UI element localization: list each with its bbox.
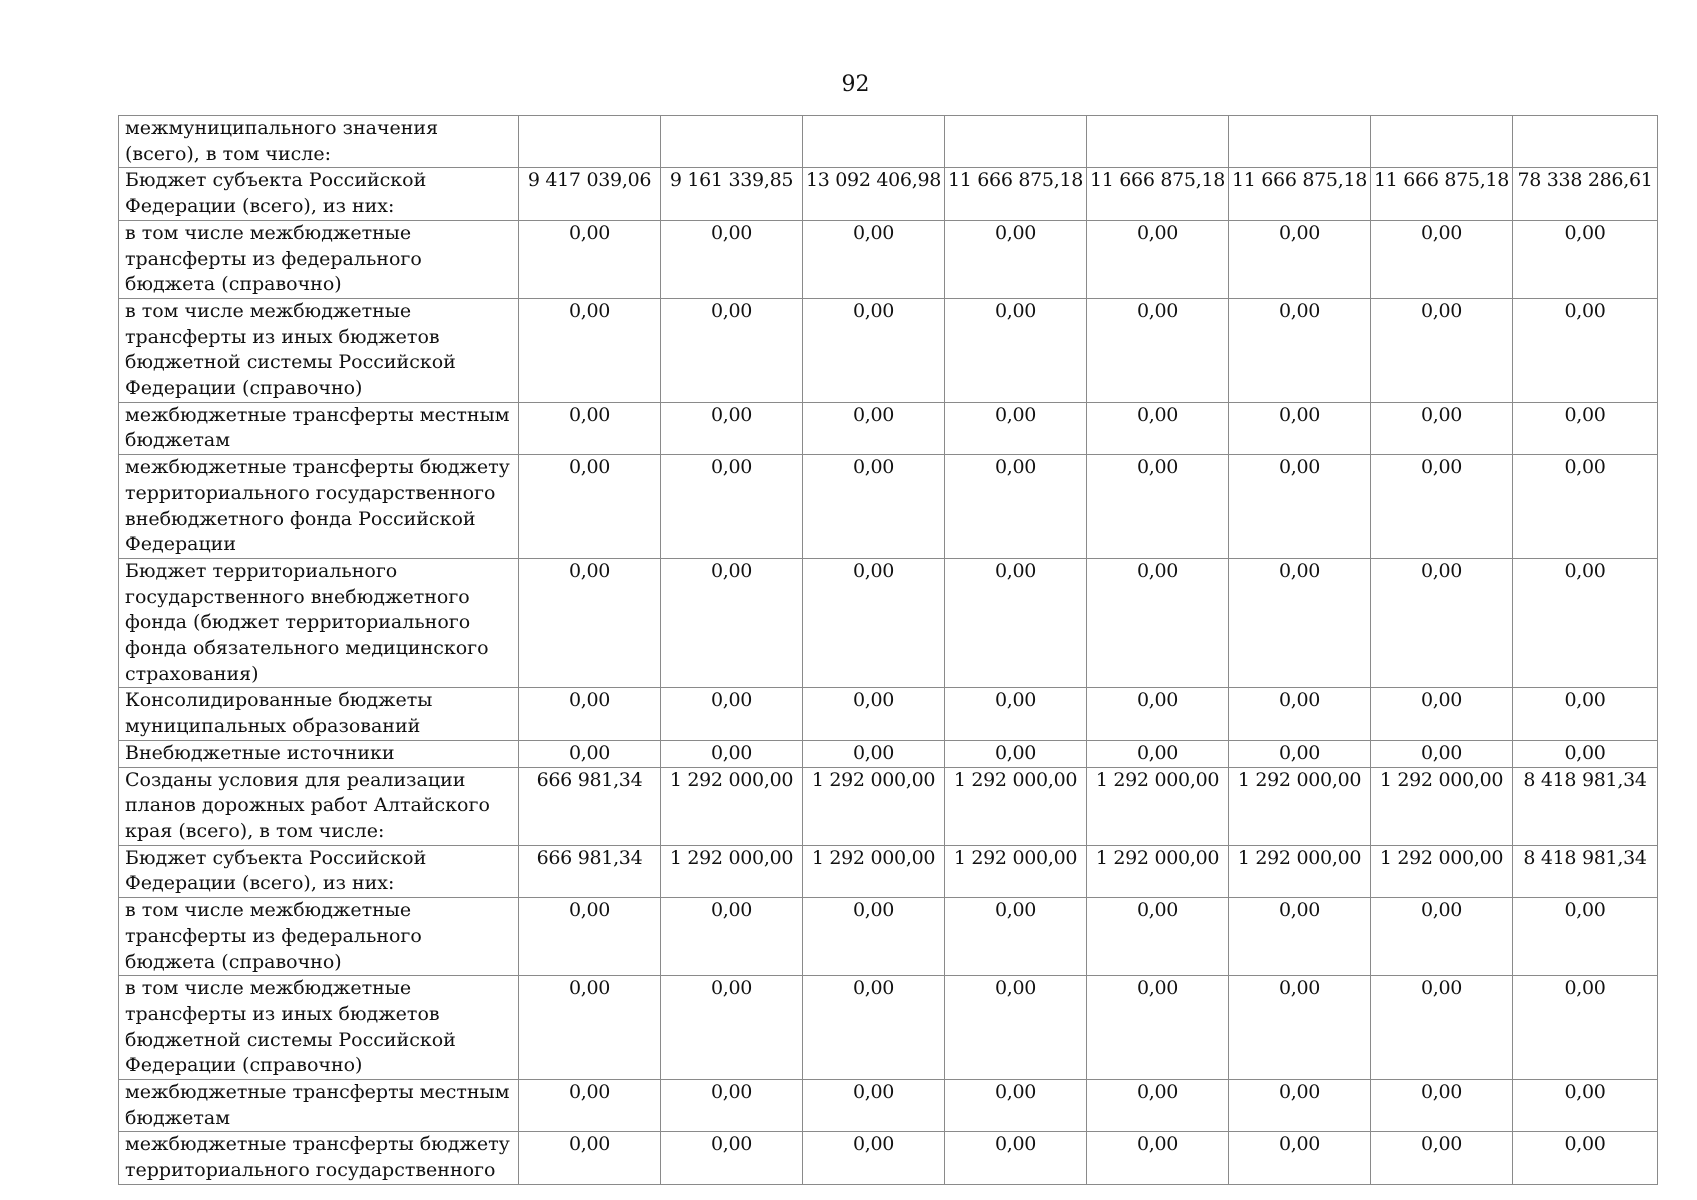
row-label: в том числе межбюджетные трансферты из федерального бюджета (справочно) (119, 898, 519, 976)
value-cell (661, 116, 803, 168)
value-cell: 0,00 (519, 1080, 661, 1132)
row-label: межбюджетные трансферты бюджету территориального государственного внебюджетного фонда Российской Федерации (119, 455, 519, 559)
value-cell: 0,00 (803, 688, 945, 740)
table-row (119, 168, 1658, 220)
value-cell: 0,00 (661, 1132, 803, 1184)
value-cell: 0,00 (945, 220, 1087, 298)
row-label: Консолидированные бюджеты муниципальных образований (119, 688, 519, 740)
value-cell: 0,00 (1371, 688, 1513, 740)
value-cell: 8 418 981,34 (1513, 845, 1658, 897)
row-label: межмуниципального значения (всего), в том числе: (119, 116, 519, 168)
value-cell: 0,00 (661, 1080, 803, 1132)
table-row (119, 455, 1658, 559)
value-cell: 0,00 (1087, 298, 1229, 402)
value-cell: 0,00 (803, 740, 945, 767)
value-cell: 0,00 (1371, 455, 1513, 559)
value-cell: 0,00 (1087, 688, 1229, 740)
value-cell: 0,00 (1371, 220, 1513, 298)
value-cell: 0,00 (661, 402, 803, 454)
value-cell: 0,00 (1087, 976, 1229, 1080)
value-cell: 0,00 (519, 688, 661, 740)
value-cell: 0,00 (1087, 455, 1229, 559)
value-cell (803, 116, 945, 168)
value-cell: 0,00 (945, 558, 1087, 688)
value-cell: 0,00 (803, 1132, 945, 1184)
table-row (119, 688, 1658, 740)
value-cell: 9 417 039,06 (519, 168, 661, 220)
value-cell (519, 116, 661, 168)
value-cell: 0,00 (1513, 298, 1658, 402)
table-row (119, 220, 1658, 298)
value-cell: 0,00 (945, 298, 1087, 402)
row-label: межбюджетные трансферты местным бюджетам (119, 402, 519, 454)
value-cell: 13 092 406,98 (803, 168, 945, 220)
table-row (119, 1080, 1658, 1132)
value-cell: 0,00 (1087, 558, 1229, 688)
value-cell: 1 292 000,00 (945, 767, 1087, 845)
value-cell: 1 292 000,00 (803, 767, 945, 845)
value-cell: 11 666 875,18 (945, 168, 1087, 220)
value-cell: 0,00 (1371, 976, 1513, 1080)
value-cell: 0,00 (803, 298, 945, 402)
value-cell: 0,00 (945, 402, 1087, 454)
value-cell: 0,00 (1087, 1132, 1229, 1184)
value-cell: 0,00 (1087, 1080, 1229, 1132)
value-cell: 0,00 (1229, 1080, 1371, 1132)
value-cell: 0,00 (803, 1080, 945, 1132)
value-cell: 0,00 (519, 220, 661, 298)
table-row (119, 898, 1658, 976)
value-cell: 0,00 (1229, 220, 1371, 298)
value-cell: 0,00 (1371, 298, 1513, 402)
value-cell: 0,00 (519, 558, 661, 688)
value-cell: 666 981,34 (519, 767, 661, 845)
value-cell: 8 418 981,34 (1513, 767, 1658, 845)
value-cell: 0,00 (661, 558, 803, 688)
value-cell: 0,00 (661, 220, 803, 298)
value-cell (1513, 116, 1658, 168)
value-cell: 0,00 (661, 976, 803, 1080)
value-cell: 0,00 (803, 558, 945, 688)
value-cell: 0,00 (945, 976, 1087, 1080)
value-cell (945, 116, 1087, 168)
value-cell: 0,00 (1087, 740, 1229, 767)
value-cell: 0,00 (661, 898, 803, 976)
value-cell: 0,00 (1513, 688, 1658, 740)
value-cell: 0,00 (1229, 898, 1371, 976)
value-cell: 0,00 (945, 898, 1087, 976)
value-cell: 1 292 000,00 (1229, 845, 1371, 897)
value-cell: 0,00 (1229, 402, 1371, 454)
value-cell: 0,00 (803, 220, 945, 298)
value-cell: 0,00 (945, 455, 1087, 559)
value-cell: 1 292 000,00 (945, 845, 1087, 897)
value-cell: 0,00 (519, 455, 661, 559)
value-cell: 11 666 875,18 (1229, 168, 1371, 220)
value-cell: 0,00 (1513, 220, 1658, 298)
value-cell: 0,00 (1513, 898, 1658, 976)
value-cell: 0,00 (803, 402, 945, 454)
value-cell: 0,00 (1371, 898, 1513, 976)
table-row (119, 1132, 1658, 1184)
value-cell (1229, 116, 1371, 168)
value-cell: 0,00 (519, 976, 661, 1080)
value-cell: 0,00 (1513, 976, 1658, 1080)
value-cell: 0,00 (1513, 740, 1658, 767)
row-label: Бюджет субъекта Российской Федерации (всего), из них: (119, 845, 519, 897)
value-cell (1371, 116, 1513, 168)
value-cell: 9 161 339,85 (661, 168, 803, 220)
table-body (119, 116, 1658, 1185)
value-cell: 1 292 000,00 (1087, 767, 1229, 845)
value-cell: 0,00 (803, 976, 945, 1080)
value-cell: 0,00 (1371, 1132, 1513, 1184)
value-cell: 0,00 (803, 898, 945, 976)
value-cell: 0,00 (1513, 1132, 1658, 1184)
value-cell: 1 292 000,00 (803, 845, 945, 897)
value-cell: 0,00 (1087, 402, 1229, 454)
row-label: межбюджетные трансферты местным бюджетам (119, 1080, 519, 1132)
value-cell: 0,00 (945, 1080, 1087, 1132)
value-cell: 11 666 875,18 (1087, 168, 1229, 220)
value-cell: 0,00 (661, 298, 803, 402)
value-cell: 1 292 000,00 (1371, 845, 1513, 897)
value-cell: 666 981,34 (519, 845, 661, 897)
value-cell: 0,00 (1513, 1080, 1658, 1132)
value-cell: 1 292 000,00 (661, 767, 803, 845)
table-row (119, 402, 1658, 454)
value-cell: 0,00 (803, 455, 945, 559)
table-row (119, 845, 1658, 897)
value-cell: 0,00 (1371, 558, 1513, 688)
table-row (119, 558, 1658, 688)
row-label: Созданы условия для реализации планов дорожных работ Алтайского края (всего), в том числе: (119, 767, 519, 845)
row-label: в том числе межбюджетные трансферты из иных бюджетов бюджетной системы Российской Федерации (справочно) (119, 976, 519, 1080)
value-cell: 0,00 (945, 740, 1087, 767)
budget-table (118, 115, 1658, 1185)
value-cell: 0,00 (519, 1132, 661, 1184)
value-cell: 1 292 000,00 (1087, 845, 1229, 897)
value-cell: 0,00 (945, 1132, 1087, 1184)
table-row (119, 767, 1658, 845)
value-cell: 0,00 (1229, 688, 1371, 740)
value-cell: 0,00 (661, 740, 803, 767)
value-cell: 0,00 (1513, 558, 1658, 688)
value-cell: 11 666 875,18 (1371, 168, 1513, 220)
value-cell: 1 292 000,00 (661, 845, 803, 897)
value-cell: 0,00 (1229, 558, 1371, 688)
value-cell: 0,00 (1229, 298, 1371, 402)
value-cell (1087, 116, 1229, 168)
row-label: Бюджет субъекта Российской Федерации (всего), из них: (119, 168, 519, 220)
value-cell: 0,00 (519, 740, 661, 767)
table-row (119, 116, 1658, 168)
row-label: в том числе межбюджетные трансферты из федерального бюджета (справочно) (119, 220, 519, 298)
row-label: межбюджетные трансферты бюджету территориального государственного (119, 1132, 519, 1184)
value-cell: 0,00 (1229, 455, 1371, 559)
value-cell: 0,00 (1229, 976, 1371, 1080)
value-cell: 1 292 000,00 (1371, 767, 1513, 845)
value-cell: 0,00 (1371, 740, 1513, 767)
value-cell: 78 338 286,61 (1513, 168, 1658, 220)
value-cell: 0,00 (1087, 898, 1229, 976)
table-row (119, 976, 1658, 1080)
table-row (119, 298, 1658, 402)
row-label: в том числе межбюджетные трансферты из иных бюджетов бюджетной системы Российской Федерации (справочно) (119, 298, 519, 402)
value-cell: 0,00 (519, 402, 661, 454)
value-cell: 0,00 (1229, 1132, 1371, 1184)
table-row (119, 740, 1658, 767)
value-cell: 0,00 (519, 898, 661, 976)
value-cell: 0,00 (519, 298, 661, 402)
value-cell: 0,00 (1229, 740, 1371, 767)
value-cell: 0,00 (1371, 402, 1513, 454)
value-cell: 0,00 (1513, 402, 1658, 454)
row-label: Внебюджетные источники (119, 740, 519, 767)
value-cell: 0,00 (1087, 220, 1229, 298)
value-cell: 0,00 (661, 455, 803, 559)
page-number: 92 (841, 72, 870, 97)
value-cell: 0,00 (661, 688, 803, 740)
value-cell: 0,00 (945, 688, 1087, 740)
value-cell: 0,00 (1371, 1080, 1513, 1132)
value-cell: 0,00 (1513, 455, 1658, 559)
value-cell: 1 292 000,00 (1229, 767, 1371, 845)
row-label: Бюджет территориального государственного внебюджетного фонда (бюджет территориального фонда обязательного медицинского страхования) (119, 558, 519, 688)
